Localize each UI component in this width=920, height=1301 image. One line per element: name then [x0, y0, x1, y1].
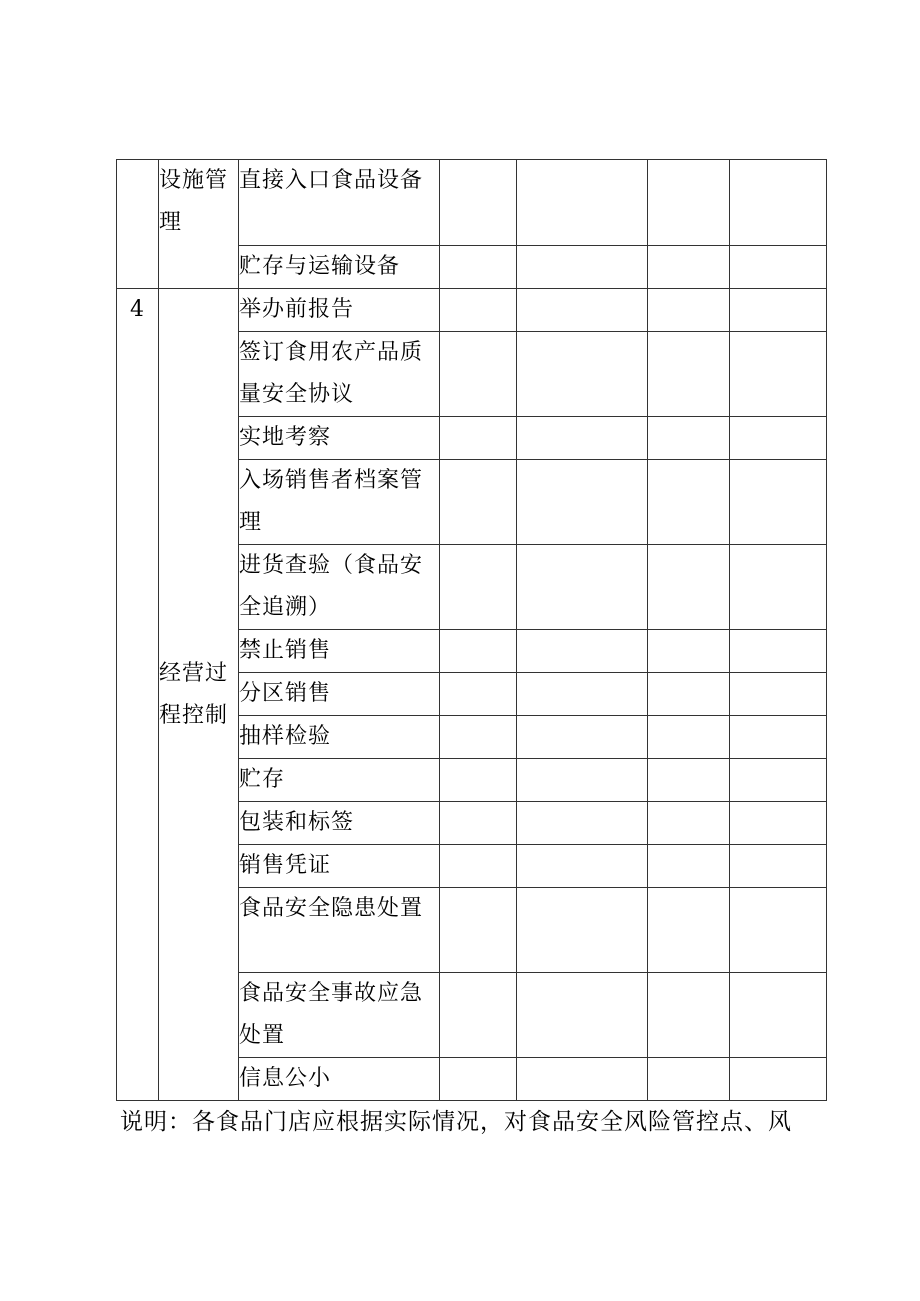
table-cell: [440, 289, 517, 332]
item-name: 举办前报告: [239, 289, 440, 332]
table-cell: [648, 759, 730, 802]
table-cell: [517, 160, 648, 246]
table-cell: [648, 460, 730, 545]
table-cell: [648, 673, 730, 716]
table-cell: [648, 845, 730, 888]
table-cell: [517, 246, 648, 289]
table-cell: [440, 545, 517, 630]
table-cell: [517, 1058, 648, 1101]
table-cell: [440, 888, 517, 973]
item-name: 抽样检验: [239, 716, 440, 759]
item-name: 食品安全事故应急处置: [239, 973, 440, 1058]
table-cell: [517, 630, 648, 673]
table-cell: [648, 289, 730, 332]
table-cell: [730, 716, 827, 759]
inspection-table: [116, 159, 827, 1101]
table-cell: [648, 888, 730, 973]
table-cell: [440, 673, 517, 716]
table-cell: [517, 716, 648, 759]
table-cell: [440, 460, 517, 545]
table-cell: [440, 1058, 517, 1101]
table-cell: [730, 888, 827, 973]
table-cell: [730, 973, 827, 1058]
table-cell: [730, 630, 827, 673]
footnote: 说明：各食品门店应根据实际情况，对食品安全风险管控点、风: [120, 1109, 792, 1135]
table-cell: [517, 888, 648, 973]
table-cell: [730, 332, 827, 417]
table-cell: [730, 1058, 827, 1101]
item-name: 入场销售者档案管理: [239, 460, 440, 545]
item-name: 包装和标签: [239, 802, 440, 845]
table-cell: [517, 673, 648, 716]
table-row: [117, 160, 827, 246]
table-cell: [440, 246, 517, 289]
item-name: 进货查验（食品安全追溯）: [239, 545, 440, 630]
table-cell: [517, 417, 648, 460]
table-cell: [648, 1058, 730, 1101]
table-cell: [648, 332, 730, 417]
item-name: 签订食用农产品质量安全协议: [239, 332, 440, 417]
item-name: 销售凭证: [239, 845, 440, 888]
item-name: 食品安全隐患处置: [239, 888, 440, 973]
table-cell: [730, 545, 827, 630]
item-name: 分区销售: [239, 673, 440, 716]
table-cell: [440, 802, 517, 845]
table-cell: [648, 802, 730, 845]
table-cell: [440, 716, 517, 759]
table-cell: [648, 246, 730, 289]
table-cell: [440, 845, 517, 888]
table-cell: [517, 973, 648, 1058]
table-cell: [730, 160, 827, 246]
table-cell: [730, 289, 827, 332]
table-cell: [730, 460, 827, 545]
item-name: 直接入口食品设备: [239, 160, 440, 246]
table-cell: [730, 845, 827, 888]
table-cell: [730, 802, 827, 845]
item-name: 禁止销售: [239, 630, 440, 673]
table-cell: [730, 246, 827, 289]
table-cell: [517, 289, 648, 332]
table-cell: [517, 845, 648, 888]
table-cell: [440, 332, 517, 417]
table-row: [117, 289, 827, 332]
table-cell: [730, 759, 827, 802]
table-cell: [730, 417, 827, 460]
table-cell: [440, 630, 517, 673]
table-cell: [648, 630, 730, 673]
table-cell: [517, 802, 648, 845]
section-number: [117, 160, 159, 289]
table-cell: [440, 417, 517, 460]
table-cell: [730, 673, 827, 716]
item-name: 信息公小: [239, 1058, 440, 1101]
section-category: 设施管理: [159, 160, 239, 289]
table-cell: [648, 417, 730, 460]
table-cell: [440, 160, 517, 246]
table-cell: [440, 759, 517, 802]
table-cell: [517, 759, 648, 802]
section-number: 4: [117, 289, 159, 1101]
table-cell: [648, 545, 730, 630]
table-cell: [517, 545, 648, 630]
table-cell: [517, 460, 648, 545]
item-name: 贮存: [239, 759, 440, 802]
item-name: 实地考察: [239, 417, 440, 460]
table-cell: [648, 716, 730, 759]
table-cell: [440, 973, 517, 1058]
table-cell: [648, 973, 730, 1058]
table-cell: [517, 332, 648, 417]
table-cell: [648, 160, 730, 246]
section-category: 经营过程控制: [159, 289, 239, 1101]
item-name: 贮存与运输设备: [239, 246, 440, 289]
